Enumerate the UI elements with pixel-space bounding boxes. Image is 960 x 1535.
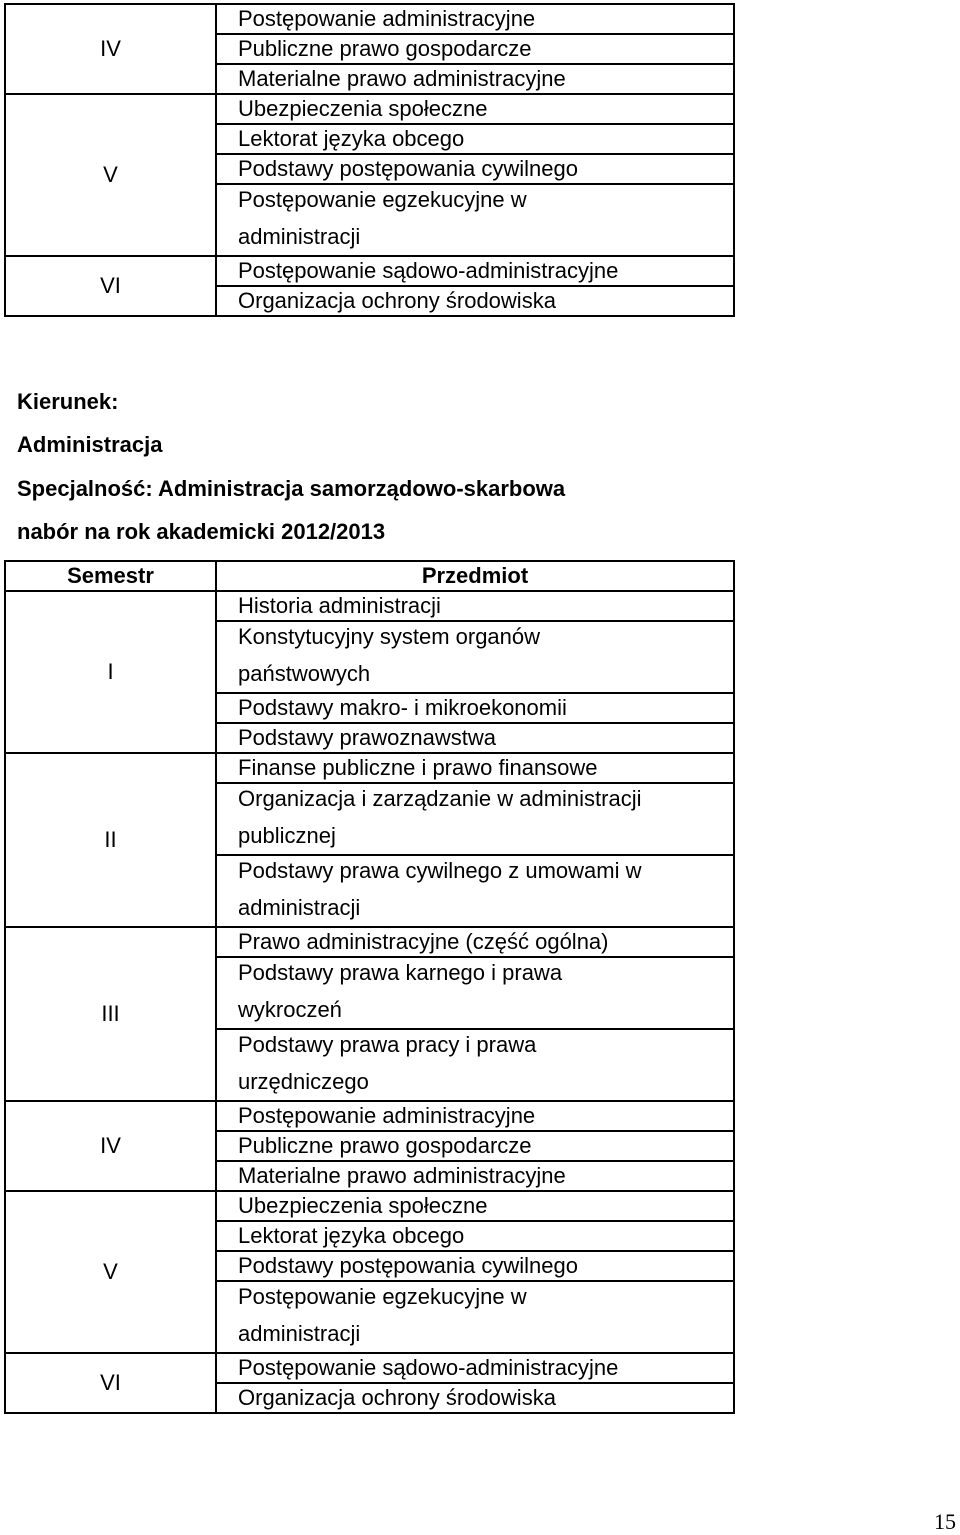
subject-line: administracji bbox=[238, 895, 361, 920]
semester-cell: IV bbox=[5, 1101, 216, 1191]
subject-line: administracji bbox=[238, 1321, 361, 1346]
subject-cell: Podstawy postępowania cywilnego bbox=[216, 1251, 734, 1281]
subject-cell bbox=[216, 855, 734, 927]
subject-line: urzędniczego bbox=[238, 1069, 369, 1094]
subject-line: wykroczeń bbox=[238, 997, 342, 1022]
semester-cell: V bbox=[5, 1191, 216, 1353]
subject-cell bbox=[216, 1281, 734, 1353]
subject-cell: Podstawy makro- i mikroekonomii bbox=[216, 693, 734, 723]
subject-cell: Lektorat języka obcego bbox=[216, 124, 734, 154]
subject-line: państwowych bbox=[238, 661, 371, 686]
subject-cell: Lektorat języka obcego bbox=[216, 1221, 734, 1251]
subject-cell: Postępowanie administracyjne bbox=[216, 4, 734, 34]
subject-line: Podstawy prawa karnego i prawa bbox=[238, 960, 563, 985]
semester-cell: V bbox=[5, 94, 216, 256]
subject-cell: Postępowanie administracyjne bbox=[216, 1101, 734, 1131]
semester-cell: IV bbox=[5, 4, 216, 94]
subject-cell: Postępowanie sądowo-administracyjne bbox=[216, 1353, 734, 1383]
subject-cell: Podstawy postępowania cywilnego bbox=[216, 154, 734, 184]
specjalnosc-heading: Specjalność: Administracja samorządowo-skarbowa bbox=[17, 476, 566, 501]
subject-cell: Ubezpieczenia społeczne bbox=[216, 94, 734, 124]
column-header-subject: Przedmiot bbox=[216, 561, 734, 591]
semester-cell: II bbox=[5, 753, 216, 927]
semester-cell: III bbox=[5, 927, 216, 1101]
column-header-semester: Semestr bbox=[5, 561, 216, 591]
subject-cell bbox=[216, 184, 734, 256]
subject-cell: Materialne prawo administracyjne bbox=[216, 64, 734, 94]
subject-cell: Postępowanie sądowo-administracyjne bbox=[216, 256, 734, 286]
kierunek-label: Kierunek: bbox=[17, 389, 119, 414]
subject-line: Konstytucyjny system organów bbox=[238, 624, 541, 649]
nabor-heading: nabór na rok akademicki 2012/2013 bbox=[17, 519, 386, 544]
subject-cell: Publiczne prawo gospodarcze bbox=[216, 1131, 734, 1161]
subject-cell: Finanse publiczne i prawo finansowe bbox=[216, 753, 734, 783]
subject-line: Postępowanie egzekucyjne w bbox=[238, 1284, 527, 1309]
subject-cell: Ubezpieczenia społeczne bbox=[216, 1191, 734, 1221]
semester-cell: VI bbox=[5, 1353, 216, 1413]
continued-curriculum-table bbox=[4, 3, 735, 317]
subject-line: administracji bbox=[238, 224, 361, 249]
subject-line: Postępowanie egzekucyjne w bbox=[238, 187, 527, 212]
subject-cell bbox=[216, 621, 734, 693]
subject-cell: Historia administracji bbox=[216, 591, 734, 621]
subject-cell: Organizacja ochrony środowiska bbox=[216, 1383, 734, 1413]
subject-cell: Organizacja ochrony środowiska bbox=[216, 286, 734, 316]
subject-line: Podstawy prawa cywilnego z umowami w bbox=[238, 858, 642, 883]
semester-cell: VI bbox=[5, 256, 216, 316]
subject-cell bbox=[216, 957, 734, 1029]
subject-cell: Publiczne prawo gospodarcze bbox=[216, 34, 734, 64]
subject-line: Podstawy prawa pracy i prawa bbox=[238, 1032, 537, 1057]
subject-cell: Prawo administracyjne (część ogólna) bbox=[216, 927, 734, 957]
page-number: 15 bbox=[934, 1509, 956, 1534]
subject-cell bbox=[216, 783, 734, 855]
kierunek-value: Administracja bbox=[17, 432, 163, 457]
subject-line: publicznej bbox=[238, 823, 336, 848]
subject-cell: Materialne prawo administracyjne bbox=[216, 1161, 734, 1191]
curriculum-table bbox=[4, 560, 735, 1414]
subject-cell bbox=[216, 1029, 734, 1101]
subject-cell: Podstawy prawoznawstwa bbox=[216, 723, 734, 753]
subject-line: Organizacja i zarządzanie w administracji bbox=[238, 786, 642, 811]
semester-cell: I bbox=[5, 591, 216, 753]
